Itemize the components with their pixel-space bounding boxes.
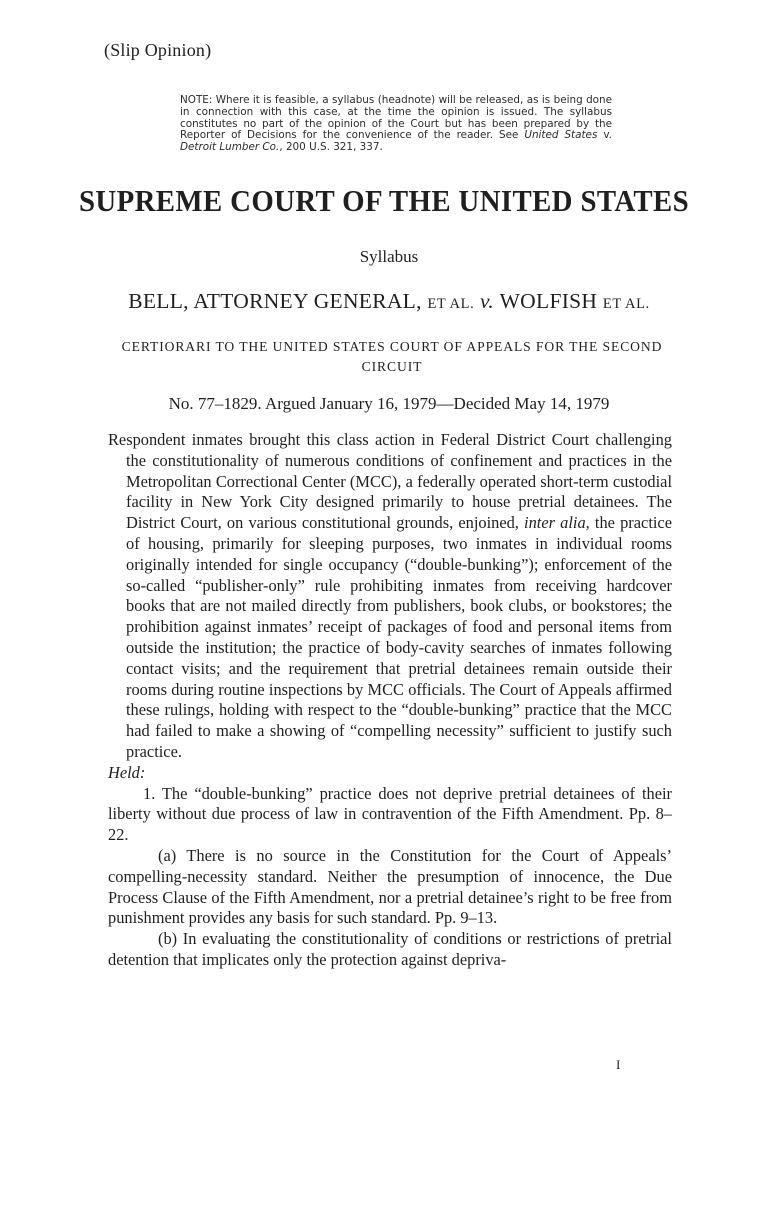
certiorari-line: CERTIORARI TO THE UNITED STATES COURT OF APPEALS FOR THE SECOND CIRCUIT [121,339,663,374]
note-case-name-a: United States [524,129,598,142]
docket-line: No. 77–1829. Argued January 16, 1979—Decided May 14, 1979 [168,394,610,413]
caption-et-al-petitioner: ET AL. [427,296,475,312]
court-title: SUPREME COURT OF THE UNITED STATES [79,183,689,218]
reporter-note [180,95,612,154]
slip-opinion-label: (Slip Opinion) [104,40,212,60]
facts-text-a: Respondent inmates brought this class action in Federal District Court challenging the constitutionality of numerous conditions of confinement and practices in the Metropolitan Correctional Center (MCC), a federally operated short-term custodial facility in New York City designed primarily to house pretrial detainees. The District Court, on various constitutional grounds, enjoined, [108,430,672,533]
note-case-name-b: Detroit Lumber Co. [180,141,280,154]
caption-petitioner: BELL, ATTORNEY GENERAL, [128,289,428,313]
caption-versus: v. [474,289,500,313]
syllabus-body [108,430,672,971]
holding-1b: (b) In evaluating the constitutionality of conditions or restrictions of pretrial detention that implicates only the protection against depriva- [108,929,672,969]
facts-paragraph [108,430,672,763]
facts-italic: inter alia, [524,513,590,533]
holding-1a: (a) There is no source in the Constitution for the Court of Appeals’ compelling-necessity standard. Neither the presumption of innocence, the Due Process Clause of the Fifth Amendment, nor a pretrial detainee’s right to be free from punishment provides any basis for such standard. Pp. 9–13. [108,845,672,928]
case-caption [0,289,768,314]
caption-et-al-respondent: ET AL. [602,296,650,312]
caption-respondent: WOLFISH [499,289,603,313]
page-number: I [616,1057,621,1072]
held-label: Held: [108,762,146,782]
facts-text-b: the practice of housing, primarily for sleeping purposes, two inmates in individual rooms originally intended for single occupancy (“double-bunking”); enforcement of the so-called “publisher-only” rule prohibiting inmates from receiving hardcover books that are not mailed directly from publishers, book clubs, or bookstores; the prohibition against inmates’ receipt of packages of food and personal items from outside the institution; the practice of body-cavity searches of inmates following contact visits; and the requirement that pretrial detainees remain outside their rooms during routine inspections by MCC officials. The Court of Appeals affirmed these rulings, holding with respect to the “double-bunking” practice that the MCC had failed to make a showing of “compelling necessity” sufficient to justify such practice. [126,513,672,761]
syllabus-heading: Syllabus [359,247,419,266]
note-citation: , 200 U.S. 321, 337. [279,141,383,154]
note-case-v: v. [597,129,612,142]
holding-1: 1. The “double-bunking” practice does not deprive pretrial detainees of their liberty without due process of law in contravention of the Fifth Amendment. Pp. 8–22. [108,783,672,845]
note-text: NOTE: Where it is feasible, a syllabus (headnote) will be released, as is being done in connection with this case, at the time the opinion is issued. The syllabus constitutes no part of the opinion of the Court but has been prepared by the Reporter of Decisions for the convenience of the reader. See [180,94,612,142]
